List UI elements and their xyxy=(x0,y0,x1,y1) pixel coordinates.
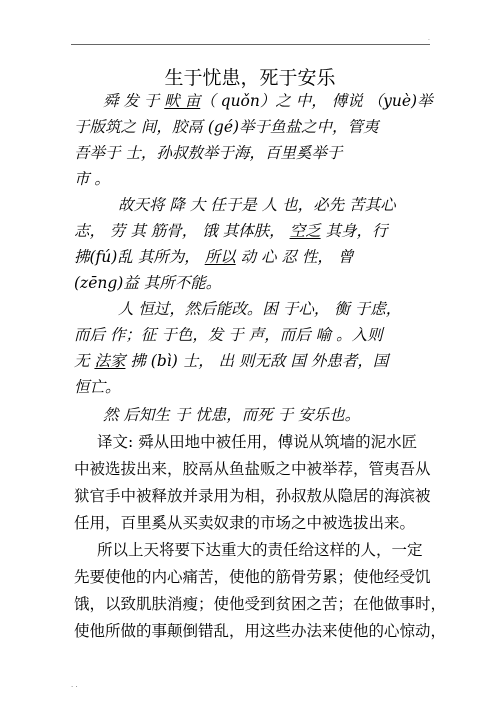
paragraph-2-line-3 xyxy=(74,245,353,267)
text: 舜 发 于 xyxy=(103,92,165,110)
paragraph-2-line-1: 故天将 降 大 任于是 人 也，必先 苦其心 xyxy=(118,196,396,214)
translation-line-8: 使他所做的事颠倒错乱，用这些办法来使他的心惊动， xyxy=(74,622,447,640)
top-mark: · xyxy=(428,37,430,44)
text: 志， 劳 其 筋骨， 饿 其体肤， xyxy=(74,222,290,240)
translation-line-7: 饿，以致肌肤消瘦；使他受到贫困之苦；在他做事时， xyxy=(74,595,447,613)
paragraph-4-line-1: 然 后知生 于 忧患，而死 于 安乐也。 xyxy=(103,406,361,424)
paragraph-1-line-3: 吾举于 士，孙叔敖举于海，百里奚举于 xyxy=(74,144,343,162)
page-title: 生于忧患，死于安乐 xyxy=(164,67,336,89)
paragraph-1-line-1 xyxy=(103,89,433,111)
translation-line-5: 所以上天将要下达重大的责任给这样的人，一定 xyxy=(97,541,423,559)
underlined-term: 法家 xyxy=(94,352,126,370)
paragraph-2-line-4: (zēng)益 其所不能。 xyxy=(74,274,222,292)
translation-line-4: 任用，百里奚从买卖奴隶的市场之中被选拔出来。 xyxy=(74,514,416,532)
translation-line-6: 先要使他的内心痛苦，使他的筋骨劳累；使他经受饥 xyxy=(74,568,431,586)
text: 其身，行 xyxy=(320,222,388,240)
underlined-term: 所以 xyxy=(204,248,236,266)
text: 拂 (bì) 士， 出 则无敌 国 外患者，国 xyxy=(125,352,389,370)
footer-mark: · · xyxy=(71,683,78,691)
paragraph-3-line-1: 人 恒过，然后能改。困 于心， 衡 于虑， xyxy=(118,300,402,318)
translation-line-1: 译文: 舜从田地中被任用，傅说从筑墙的泥水匠 xyxy=(97,433,418,451)
translation-line-2: 中被选拔出来，胶鬲从鱼盐贩之中被举荐，管夷吾从 xyxy=(74,460,431,478)
paragraph-1-line-4: 市 。 xyxy=(74,170,110,188)
paragraph-3-line-4: 恒亡。 xyxy=(74,378,121,396)
underlined-term: 空乏 xyxy=(289,222,321,240)
text: （ quǒn）之 中， 傅说 （yuè)举 xyxy=(200,92,433,110)
underlined-term: 畎 亩 xyxy=(164,92,201,110)
paragraph-1-line-2: 于版筑之 间，胶鬲 (gé)举于鱼盐之中，管夷 xyxy=(74,118,379,136)
paragraph-2-line-2 xyxy=(74,219,388,241)
translation-line-3: 狱官手中被释放并录用为相，孙叔敖从隐居的海滨被 xyxy=(74,487,431,505)
paragraph-3-line-2: 而后 作；征 于色，发 于 声，而后 喻 。入则 xyxy=(74,326,383,344)
text: 拂(fú)乱 其所为， xyxy=(74,248,205,266)
text: 动 心 忍 性， 曾 xyxy=(235,248,354,266)
top-rule xyxy=(71,44,430,45)
paragraph-3-line-3 xyxy=(74,349,388,371)
text: 无 xyxy=(74,352,95,370)
